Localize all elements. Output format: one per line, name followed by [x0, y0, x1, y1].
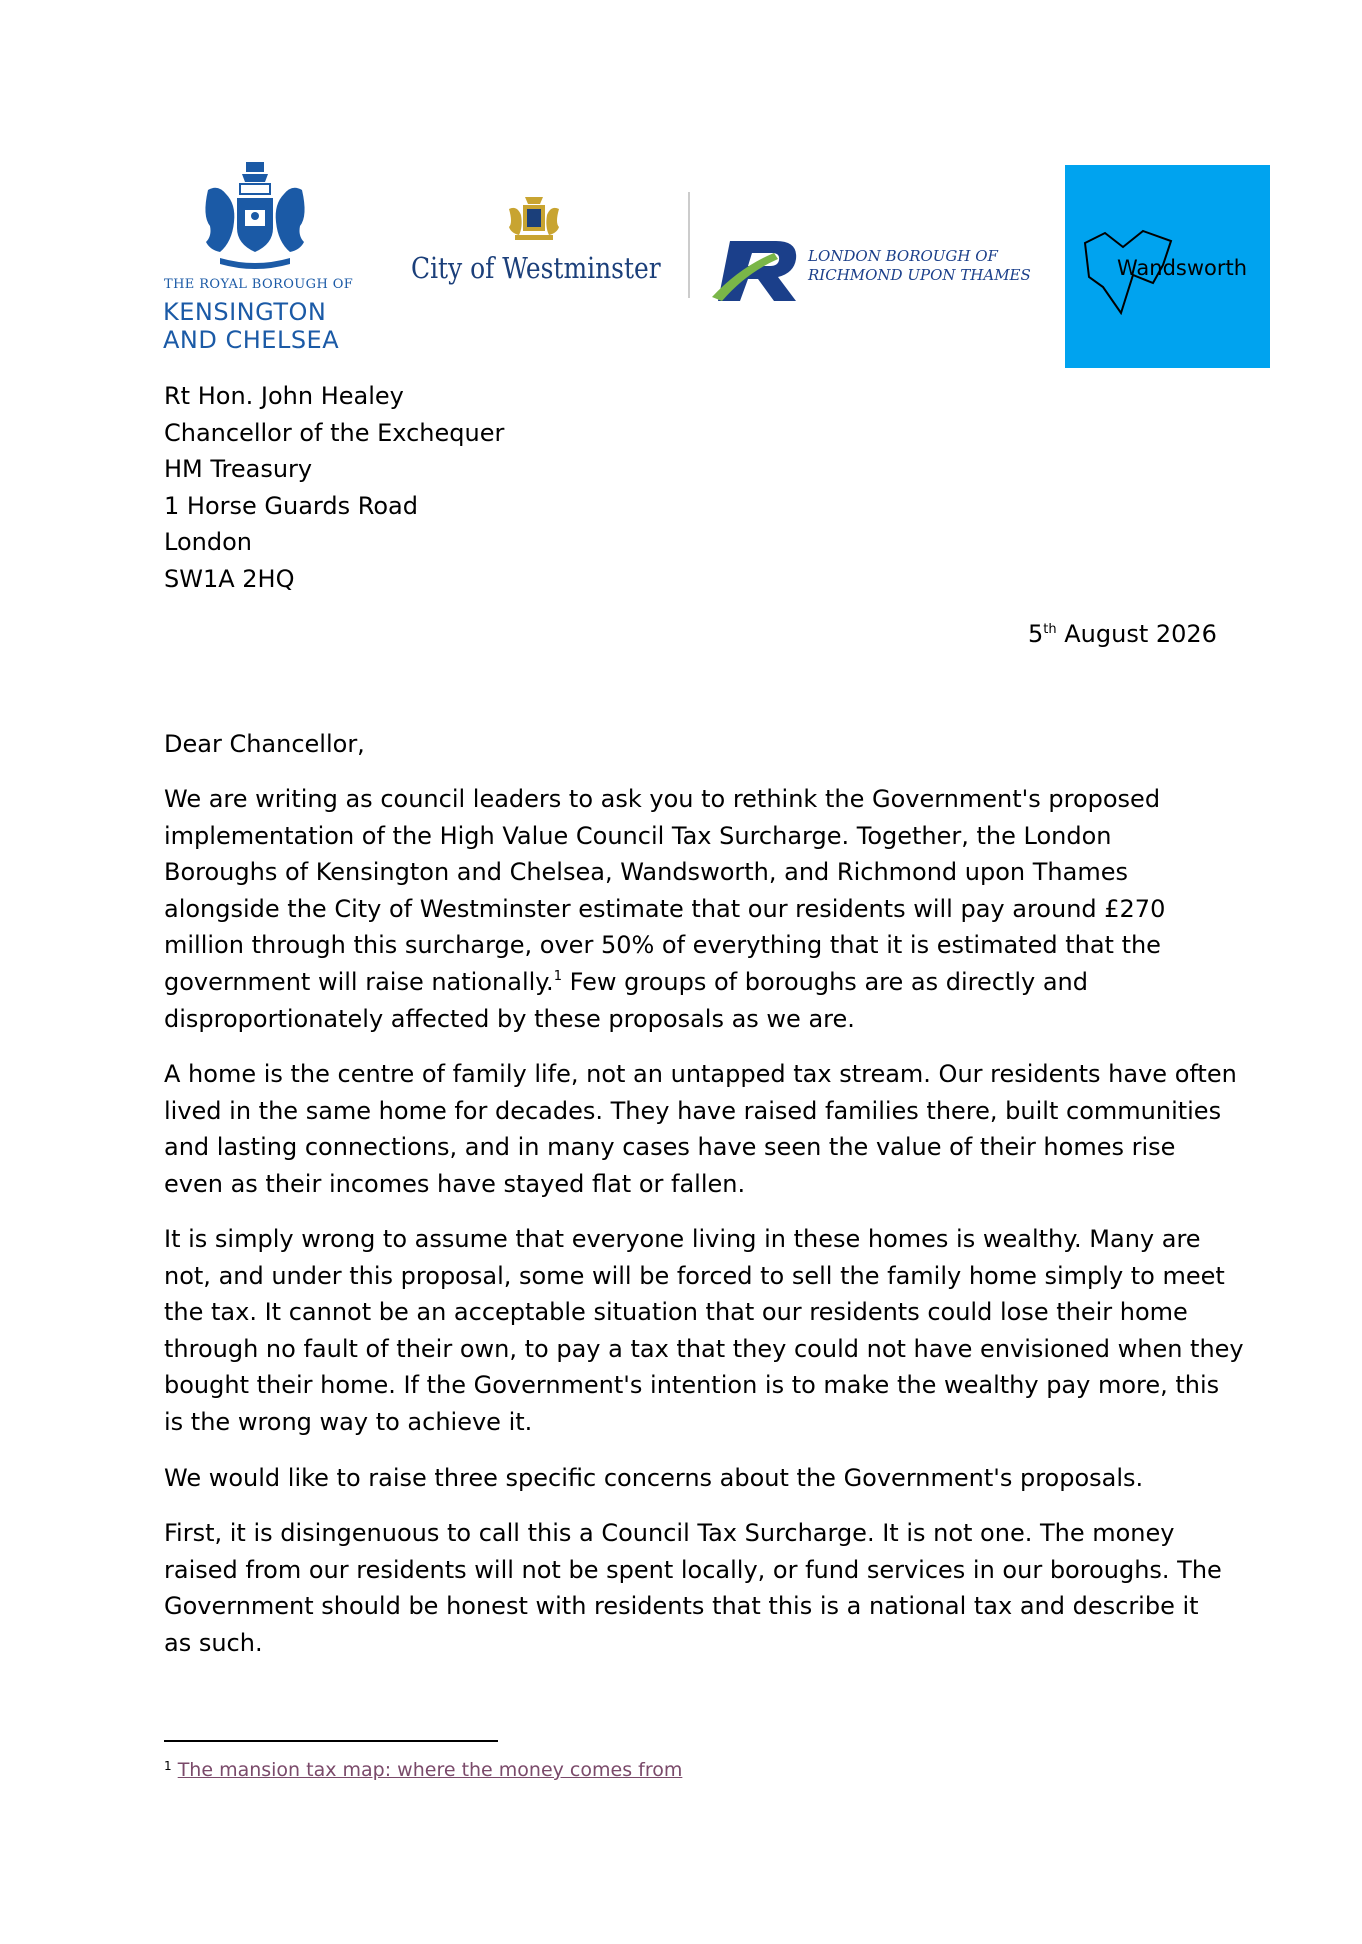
paragraph-1	[164, 781, 1165, 1037]
footnote-link[interactable]: The mansion tax map: where the money comes from	[177, 1759, 683, 1781]
paragraph-4	[164, 1460, 1143, 1497]
logo-divider	[688, 192, 690, 298]
footnote	[164, 1757, 682, 1783]
footnote-number: 1	[164, 1759, 172, 1773]
westminster-logo	[405, 195, 665, 295]
paragraph-line: million through this surcharge, over 50% of everything that it is estimated that the	[164, 931, 1161, 960]
paragraph-line: A home is the centre of family life, not an untapped tax stream. Our residents have often	[164, 1060, 1237, 1088]
address-line: Rt Hon. John Healey	[164, 382, 404, 410]
letter-date	[1028, 616, 1217, 652]
westminster-logo-name: City of Westminster	[411, 251, 661, 285]
paragraph-text: government will raise nationally.	[164, 967, 554, 996]
westminster-crest-icon	[505, 195, 563, 243]
kensington-chelsea-logo	[160, 160, 354, 360]
paragraph-line: disproportionately affected by these proposals as we are.	[164, 1004, 855, 1033]
kc-logo-line1: THE ROYAL BOROUGH OF	[164, 277, 354, 292]
address-line: HM Treasury	[164, 455, 313, 484]
paragraph-line-with-footnote	[164, 964, 1165, 1001]
address-line: Chancellor of the Exchequer	[164, 418, 505, 447]
kensington-chelsea-crest-icon	[200, 160, 310, 270]
paragraph-line: alongside the City of Westminster estimate that our residents will pay around £270	[164, 894, 1166, 923]
paragraph-line: the tax. It cannot be an acceptable situation that our residents could lose their home	[164, 1298, 1188, 1327]
wandsworth-logo-name: Wandsworth	[1117, 256, 1248, 280]
paragraph-line: We would like to raise three specific concerns about the Government's proposals.	[164, 1464, 1144, 1492]
paragraph-line: through no fault of their own, to pay a tax that they could not have envisioned when they	[164, 1334, 1244, 1363]
address-line: SW1A 2HQ	[164, 564, 295, 593]
kc-logo-line3: AND CHELSEA	[163, 326, 340, 354]
paragraph-line: raised from our residents will not be spent locally, or fund services in our boroughs. The	[164, 1555, 1222, 1584]
paragraph-2	[164, 1056, 1237, 1202]
richmond-logo	[712, 235, 1032, 315]
address-line: 1 Horse Guards Road	[164, 491, 418, 520]
recipient-address	[164, 378, 504, 598]
richmond-logo-line1: LONDON BOROUGH OF	[808, 247, 998, 265]
date-suffix: th	[1043, 622, 1057, 637]
wandsworth-logo	[1065, 165, 1270, 368]
richmond-r-icon	[712, 235, 812, 305]
paragraph-5	[164, 1515, 1222, 1661]
kc-logo-line2: KENSINGTON	[163, 298, 327, 326]
paragraph-line: is the wrong way to achieve it.	[164, 1407, 533, 1436]
address-line: London	[164, 528, 252, 557]
richmond-logo-line2: RICHMOND UPON THAMES	[808, 266, 1031, 284]
paragraph-line: as such.	[164, 1628, 263, 1657]
salutation: Dear Chancellor,	[164, 730, 365, 758]
paragraph-line: lived in the same home for decades. They have raised families there, built communities	[164, 1096, 1222, 1125]
paragraph-line: It is simply wrong to assume that everyone living in these homes is wealthy. Many are	[164, 1225, 1201, 1253]
footnote-separator	[164, 1740, 498, 1742]
paragraph-line: even as their incomes have stayed flat or fallen.	[164, 1169, 746, 1198]
paragraph-line: Government should be honest with residents that this is a national tax and describe it	[164, 1592, 1199, 1621]
paragraph-line: bought their home. If the Government's intention is to make the wealthy pay more, this	[164, 1371, 1220, 1400]
paragraph-line: We are writing as council leaders to ask you to rethink the Government's proposed	[164, 785, 1161, 813]
paragraph-3	[164, 1221, 1244, 1441]
date-day: 5	[1028, 620, 1044, 648]
paragraph-text: Few groups of boroughs are as directly and	[561, 967, 1088, 996]
paragraph-line: implementation of the High Value Council Tax Surcharge. Together, the London	[164, 821, 1112, 850]
date-rest: August 2026	[1056, 620, 1217, 648]
paragraph-line: and lasting connections, and in many cases have seen the value of their homes rise	[164, 1133, 1176, 1162]
paragraph-line: First, it is disingenuous to call this a Council Tax Surcharge. It is not one. The money	[164, 1519, 1175, 1547]
paragraph-line: Boroughs of Kensington and Chelsea, Wandsworth, and Richmond upon Thames	[164, 858, 1128, 887]
footnote-reference[interactable]: 1	[553, 968, 562, 984]
paragraph-line: not, and under this proposal, some will be forced to sell the family home simply to meet	[164, 1261, 1225, 1290]
